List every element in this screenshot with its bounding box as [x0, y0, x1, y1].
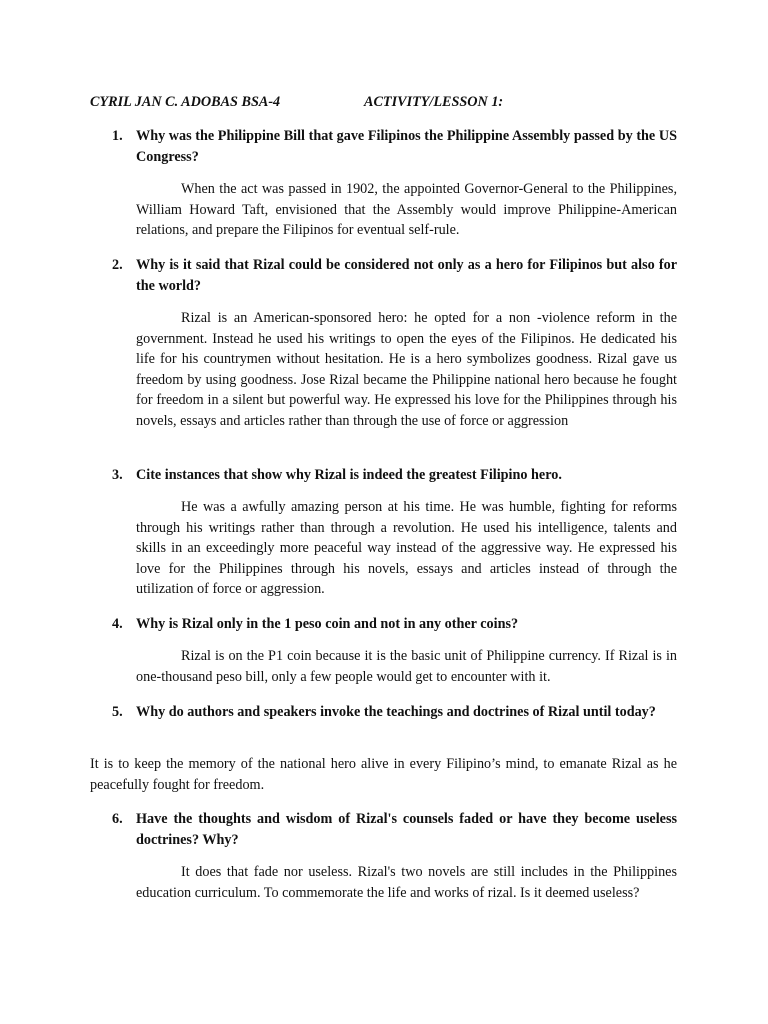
question-number: 1. — [112, 128, 123, 144]
question-3 — [112, 465, 677, 486]
answer-2: Rizal is an American-sponsored hero: he opted for a non -violence reform in the government. Instead he used his writings to open the eyes of the Filipinos. He dedicated his life for his countrymen without hesitation. He is a hero symbolizes goodness. Rizal gave us freedom by using goodness. Jose Rizal became the Philippine national hero because he fought for freedom in a silent but powerful way. He expressed his love for the Philippines through his novels, essays and articles rather than through the use of force or aggression — [136, 310, 677, 429]
question-2 — [112, 255, 677, 296]
question-6 — [112, 809, 677, 850]
answer-4: Rizal is on the P1 coin because it is the basic unit of Philippine currency. If Rizal is in one-thousand peso bill, only a few people would get to encounter with it. — [136, 648, 677, 685]
question-1 — [112, 126, 677, 167]
question-text: Why was the Philippine Bill that gave Filipinos the Philippine Assembly passed by the US Congress? — [136, 128, 677, 165]
question-number: 2. — [112, 257, 123, 273]
activity-title: ACTIVITY/LESSON 1: — [364, 94, 504, 110]
question-number: 3. — [112, 467, 123, 483]
answer-3: He was a awfully amazing person at his time. He was humble, fighting for reforms through his writings rather than through a revolution. He used his intelligence, talents and skills in an exceedingly more peaceful way instead of the aggressive way. He expressed his love for the Philippines through his novels, essays and articles instead of through the utilization of force or aggression. — [136, 499, 677, 597]
author-line: CYRIL JAN C. ADOBAS BSA-4 — [90, 94, 281, 110]
answer-6: It does that fade nor useless. Rizal's two novels are still includes in the Philippines education curriculum. To commemorate the life and works of rizal. Is it deemed useless? — [136, 864, 677, 901]
question-text: Why do authors and speakers invoke the teachings and doctrines of Rizal until today? — [136, 704, 656, 720]
question-text: Why is it said that Rizal could be considered not only as a hero for Filipinos but also for the world? — [136, 257, 677, 294]
question-number: 4. — [112, 616, 123, 632]
question-text: Cite instances that show why Rizal is indeed the greatest Filipino hero. — [136, 467, 562, 483]
question-number: 6. — [112, 811, 123, 827]
question-text: Have the thoughts and wisdom of Rizal's counsels faded or have they become useless doctrines? Why? — [136, 811, 677, 848]
question-4 — [112, 614, 677, 635]
answer-5: It is to keep the memory of the national hero alive in every Filipino’s mind, to emanate Rizal as he peacefully fought for freedom. — [90, 756, 677, 793]
question-text: Why is Rizal only in the 1 peso coin and not in any other coins? — [136, 616, 519, 632]
question-5 — [112, 702, 677, 723]
question-number: 5. — [112, 704, 123, 720]
answer-1: When the act was passed in 1902, the appointed Governor-General to the Philippines, William Howard Taft, envisioned that the Assembly would improve Philippine-American relations, and prepare the Filipinos for eventual self-rule. — [136, 181, 677, 238]
